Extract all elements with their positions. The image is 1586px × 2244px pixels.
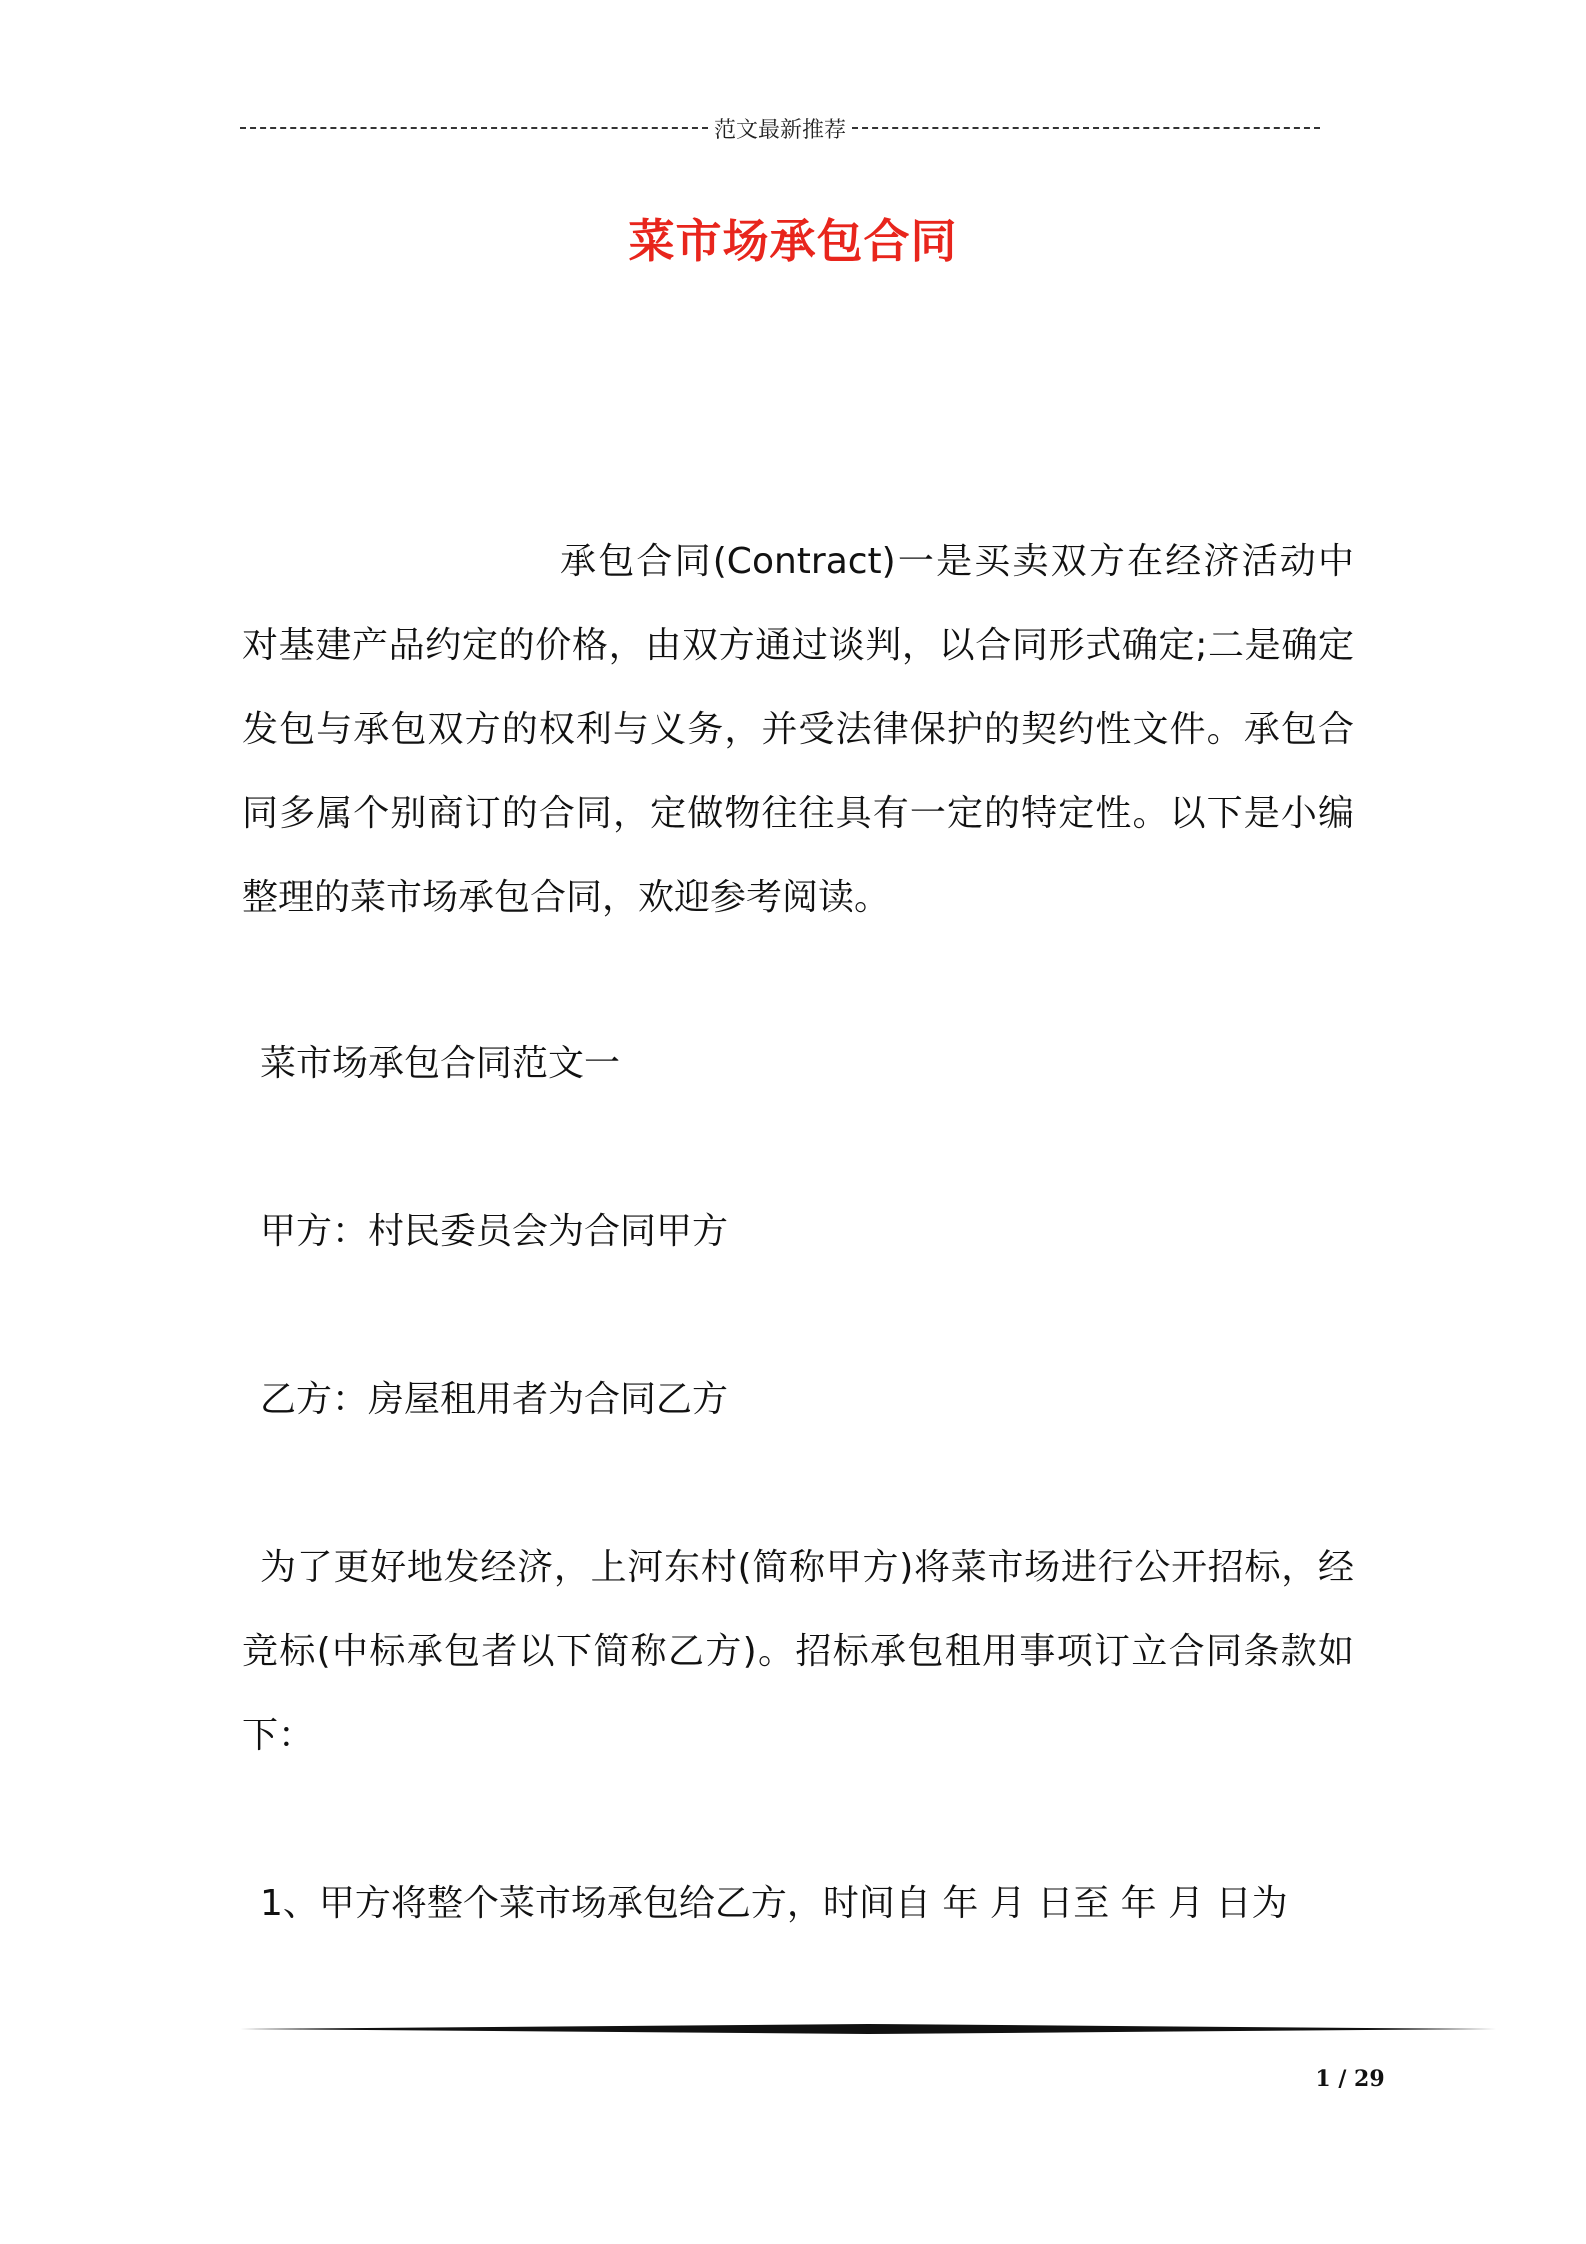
party-b-line: 乙方：房屋租用者为合同乙方 [260, 1379, 729, 1420]
section-title: 菜市场承包合同范文一 [260, 1043, 621, 1084]
header-rule-left [240, 127, 708, 129]
header-rule-right [852, 127, 1320, 129]
header-text: 范文最新推荐 [714, 117, 847, 143]
purpose-paragraph: 为了更好地发经济，上河东村(简称甲方)将菜市场进行公开招标，经竞标(中标承包者以下简称乙方)。招标承包租用事项订立合同条款如下： [242, 1547, 1354, 1756]
clause-1: 1、甲方将整个菜市场承包给乙方，时间自 年 月 日至 年 月 日为 [260, 1883, 1288, 1924]
footer-rule [240, 2024, 1496, 2034]
intro-paragraph: 承包合同(Contract)一是买卖双方在经济活动中对基建产品约定的价格，由双方通过谈判，以合同形式确定;二是确定发包与承包双方的权利与义务，并受法律保护的契约性文件。承包合同多属个别商订的合同，定做物往往具有一定的特定性。以下是小编整理的菜市场承包合同，欢迎参考阅读。 [242, 541, 1354, 918]
page-number: 1 / 29 [1315, 2066, 1385, 2092]
document-title: 菜市场承包合同 [628, 214, 958, 268]
page-header [240, 108, 1320, 148]
party-a-line: 甲方：村民委员会为合同甲方 [260, 1211, 729, 1252]
